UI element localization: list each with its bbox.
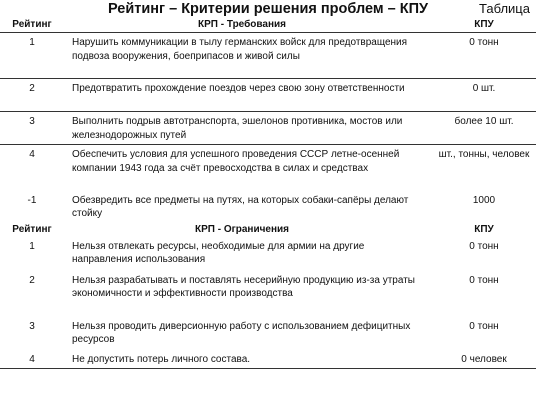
requirement-text: Предотвратить прохождение поездов через свою зону ответственности xyxy=(64,79,420,112)
constraint-text: Нельзя проводить диверсионную работу с использованием дефицитных ресурсов xyxy=(72,320,411,345)
constraint-kpu: 0 тонн xyxy=(469,274,499,286)
requirements-header-row xyxy=(0,18,536,33)
constraint-text: Нельзя отвлекать ресурсы, необходимые для армии на другие направления использования xyxy=(72,240,365,265)
constraint-rank: 2 xyxy=(29,274,35,286)
requirement-text: Обеспечить условия для успешного проведения СССР летне-осенней компании 1943 года за счёт превосходства в силах и средствах xyxy=(72,149,400,174)
requirement-kpu: шт., тонны, человек xyxy=(438,149,530,160)
requirement-row xyxy=(0,112,536,145)
constraint-row xyxy=(0,237,536,271)
constraint-rank: 4 xyxy=(0,350,64,369)
constraint-kpu: 0 человек xyxy=(420,350,536,369)
requirement-row xyxy=(0,79,536,112)
constraint-rank: 1 xyxy=(29,240,35,252)
requirement-row xyxy=(0,191,536,223)
requirement-rank: 3 xyxy=(0,112,64,145)
requirement-rank: 4 xyxy=(29,149,35,160)
table-label: Таблица xyxy=(479,1,530,16)
rank-column-header: Рейтинг xyxy=(12,223,52,235)
requirement-kpu: 0 тонн xyxy=(420,33,536,79)
rank-column-header: Рейтинг xyxy=(0,18,64,33)
constraint-rank: 3 xyxy=(29,320,35,332)
requirement-rank: 2 xyxy=(0,79,64,112)
requirement-kpu: 0 шт. xyxy=(420,79,536,112)
constraint-kpu: 0 тонн xyxy=(469,240,499,252)
constraints-header-row xyxy=(0,223,536,237)
requirement-kpu: 1000 xyxy=(472,194,496,206)
requirement-kpu: более 10 шт. xyxy=(420,112,536,145)
constraint-text: Нельзя разрабатывать и поставлять несерийную продукцию из-за утраты экономичности и эффективности производства xyxy=(72,274,415,299)
constraint-row xyxy=(0,317,536,350)
requirement-rank: 1 xyxy=(0,33,64,79)
constraint-row xyxy=(0,350,536,369)
constraints-column-header: КРП - Ограничения xyxy=(194,223,290,235)
requirement-text: Выполнить подрыв автотранспорта, эшелонов противника, мостов или железнодорожных путей xyxy=(64,112,420,145)
requirement-rank: -1 xyxy=(27,194,37,206)
requirement-row xyxy=(0,145,536,191)
document-title: Рейтинг – Критерии решения проблем – КПУ xyxy=(107,1,429,17)
constraint-kpu: 0 тонн xyxy=(469,320,499,332)
requirement-text: Нарушить коммуникации в тылу германских войск для предотвращения подвоза вооружения, боеприпасов и живой силы xyxy=(64,33,420,79)
requirement-text: Обезвредить все предметы на путях, на которых собаки-сапёры делают стойку xyxy=(72,194,409,219)
requirement-row xyxy=(0,33,536,79)
kpu-column-header: КПУ xyxy=(420,18,536,33)
constraint-row xyxy=(0,271,536,317)
requirements-column-header: КРП - Требования xyxy=(64,18,420,33)
criteria-table xyxy=(0,18,536,369)
kpu-column-header: КПУ xyxy=(474,223,494,235)
constraint-text: Не допустить потерь личного состава. xyxy=(64,350,420,369)
